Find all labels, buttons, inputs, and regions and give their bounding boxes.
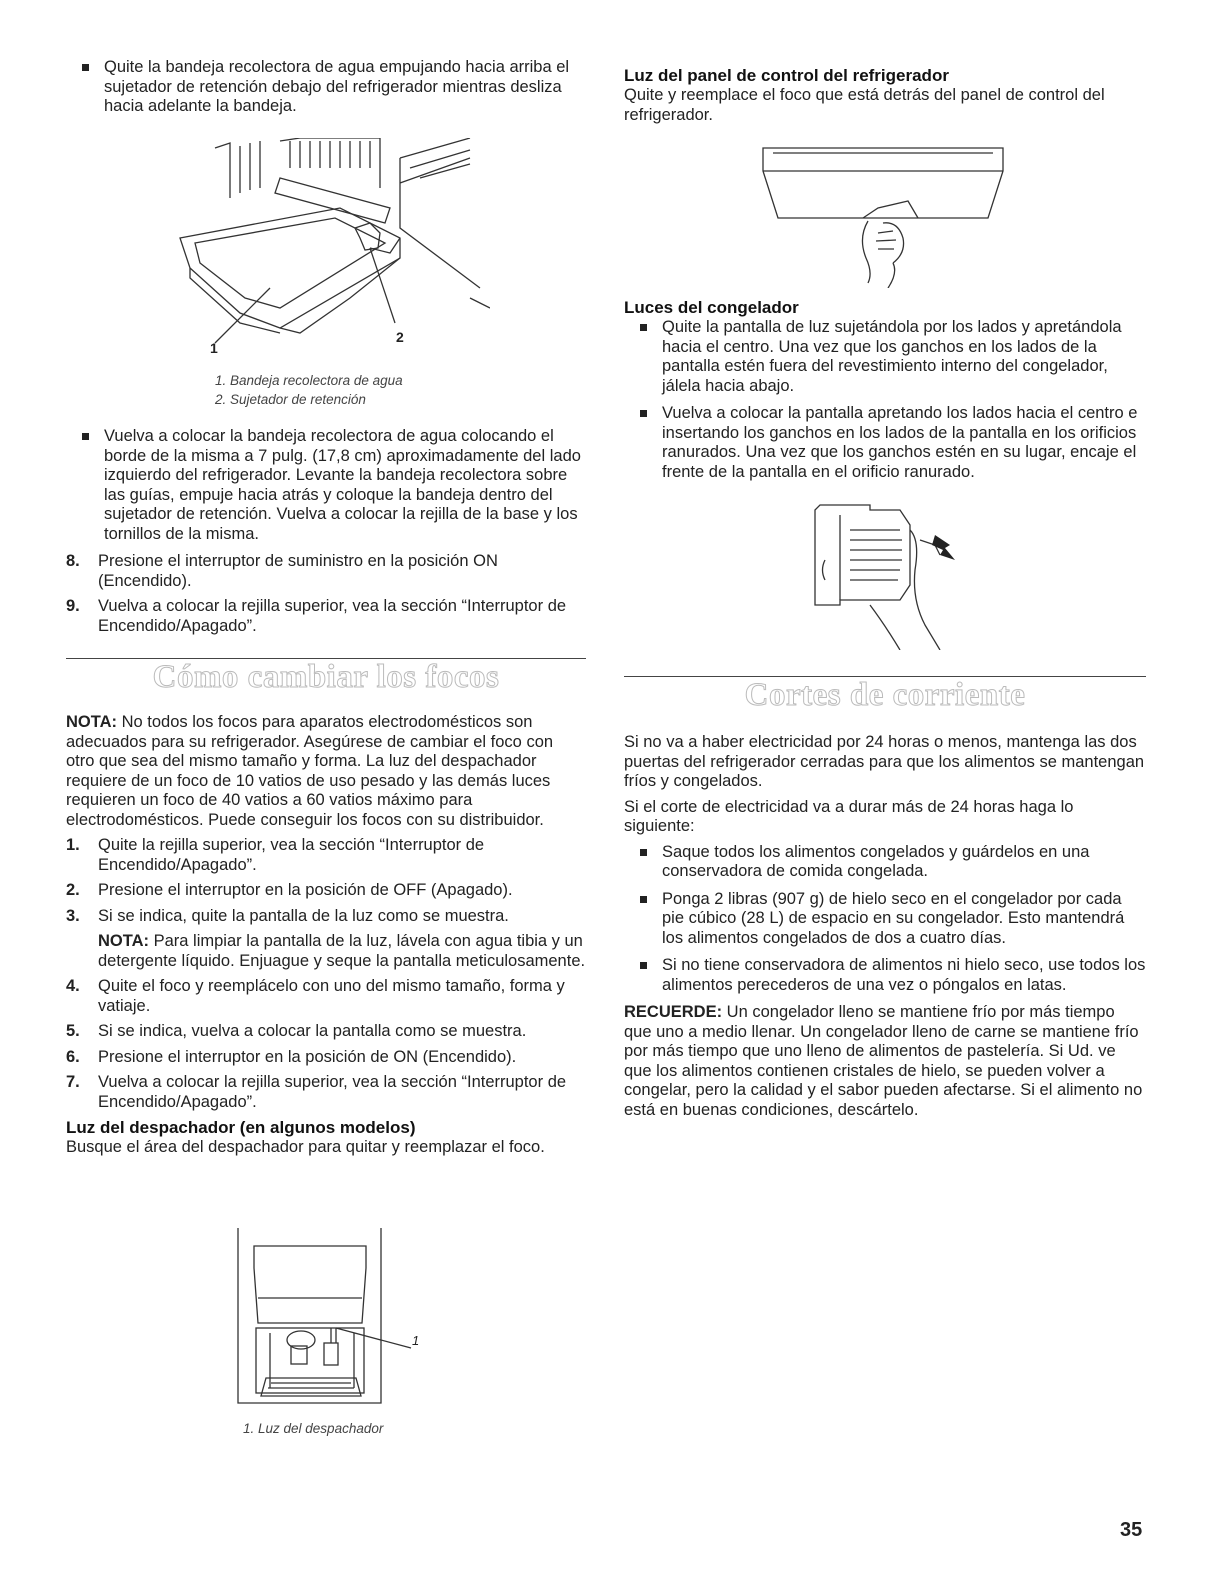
step-6: 6. Presione el interruptor en la posición de ON (Encendido). — [66, 1047, 517, 1066]
left-column — [66, 58, 586, 125]
water-tray-illustration — [170, 138, 490, 353]
step-2: 2. Presione el interruptor en la posición de OFF (Apagado). — [66, 881, 513, 899]
bullet-replace-tray: Vuelva a colocar la bandeja recolectora de agua colocando el borde de la misma a 7 pulg. (17,8 cm) aproximadamente del lado izquierdo del refrigerador. Levante la bandeja recolectora sobre las guías, empuje hacia atrás y coloque la bandeja dentro del sujetador de retención. Vuelva a colocar la rejilla de la base y los tornillos de la misma. — [66, 427, 586, 544]
control-panel-heading: Luz del panel de control del refrigerador — [624, 66, 949, 85]
step-4: 4. Quite el foco y reemplácelo con uno del mismo tamaño, forma y vatiaje. — [66, 977, 565, 1015]
control-panel-illustration — [758, 143, 1008, 288]
step-9: 9. Vuelva a colocar la rejilla superior, vea la sección “Interruptor de Encendido/Apagado”. — [66, 597, 567, 635]
bulbs-section — [66, 659, 586, 695]
callout-2: 2 — [396, 329, 404, 345]
dispenser-illustration — [236, 1228, 426, 1408]
outage-section — [624, 733, 1146, 1126]
callout-1: 1 — [210, 340, 218, 353]
nota-cleaning: NOTA: Para limpiar la pantalla de la luz, lávela con agua tibia y un detergente líquido. Enjuague y seque la pantalla meticulosamente. — [98, 932, 586, 970]
bulbs-body — [66, 713, 586, 1164]
outage-title-wrap — [624, 677, 1146, 713]
freezer-bullet-remove: Quite la pantalla de luz sujetándola por los lados y apretándola hacia el centro. Una vez que los ganchos en los lados de la pantalla estén fuera del revestimiento interno del congelador, jálela hacia abajo. — [624, 318, 1146, 396]
outage-paragraph-2: Si el corte de electricidad va a durar más de 24 horas haga lo siguiente: — [624, 797, 1074, 835]
freezer-light-illustration — [810, 500, 970, 650]
recuerde-paragraph: RECUERDE: Un congelador lleno se mantiene frío por más tiempo que uno a medio llenar. Un congelador lleno de carne se mantiene frío por más tiempo que uno lleno de alimentos de pastelería. Si Ud. ve que los alimentos contienen cristales de hielo, se pueden volver a congelar, pero la calidad y el sabor pueden afectarse. Si el alimento no está en buenas condiciones, descártelo. — [624, 1003, 1143, 1119]
step-5: 5. Si se indica, vuelva a colocar la pantalla como se muestra. — [66, 1022, 527, 1040]
page-number: 35 — [1120, 1519, 1143, 1541]
bullet-remove-tray: Quite la bandeja recolectora de agua empujando hacia arriba el sujetador de retención debajo del refrigerador mientras desliza hacia adelante la bandeja. — [66, 58, 586, 117]
freezer-heading: Luces del congelador — [624, 298, 799, 317]
step-8: 8. Presione el interruptor de suministro en la posición ON (Encendido). — [66, 552, 498, 590]
freezer-section — [624, 298, 1146, 490]
dispenser-callout: 1 — [412, 1333, 420, 1348]
dispenser-text: Busque el área del despachador para quitar y reemplazar el foco. — [66, 1138, 545, 1156]
control-panel-text: Quite y reemplace el foco que está detrás del panel de control del refrigerador. — [624, 86, 1105, 124]
caption-retention-clip: 2. Sujetador de retención — [215, 392, 366, 407]
step-3: 3. Si se indica, quite la pantalla de la luz como se muestra. — [66, 906, 509, 925]
outage-bullet-1: Saque todos los alimentos congelados y guárdelos en una conservadora de comida congelada. — [624, 843, 1146, 882]
step-1: 1. Quite la rejilla superior, vea la sección “Interruptor de Encendido/Apagado”. — [66, 836, 485, 874]
section-title-outage: Cortes de corriente — [744, 677, 1026, 713]
outage-bullet-3: Si no tiene conservadora de alimentos ni hielo seco, use todos los alimentos perecederos de una vez o póngalos en latas. — [624, 956, 1146, 995]
step-7: 7. Vuelva a colocar la rejilla superior, vea la sección “Interruptor de Encendido/Apagado”. — [66, 1073, 567, 1111]
caption-dispenser-light: 1. Luz del despachador — [243, 1421, 384, 1436]
caption-water-tray: 1. Bandeja recolectora de agua — [215, 373, 403, 388]
dispenser-heading: Luz del despachador (en algunos modelos) — [66, 1118, 416, 1137]
nota-paragraph: NOTA: No todos los focos para aparatos electrodomésticos son adecuados para su refrigerador. Asegúrese de cambiar el foco con otro que sea del mismo tamaño y forma. La luz del despachador requiere de un foco de 10 vatios de uso pesado y las demás luces requieren un foco de 40 vatios a 60 vatios máximo para electrodomésticos. Puede conseguir los focos con su distribuidor. — [66, 713, 554, 829]
freezer-bullet-replace: Vuelva a colocar la pantalla apretando los lados hacia el centro e insertando los ganchos en los lados de la pantalla en los orificios ranurados. Una vez que los ganchos estén en su lugar, encaje el frente de la pantalla en el orificio ranurado. — [624, 404, 1146, 482]
outage-paragraph-1: Si no va a haber electricidad por 24 horas o menos, mantenga las dos puertas del refrigerador cerradas para que los alimentos se mantengan fríos y congelados. — [624, 733, 1145, 790]
left-column-cont — [66, 427, 586, 642]
section-title-bulbs: Cómo cambiar los focos — [152, 659, 500, 695]
outage-bullet-2: Ponga 2 libras (907 g) de hielo seco en el congelador por cada pie cúbico (28 L) de espacio en su congelador. Esto mantendrá los alimentos congelados de dos a cuatro días. — [624, 890, 1146, 949]
control-panel-section — [624, 66, 1146, 131]
